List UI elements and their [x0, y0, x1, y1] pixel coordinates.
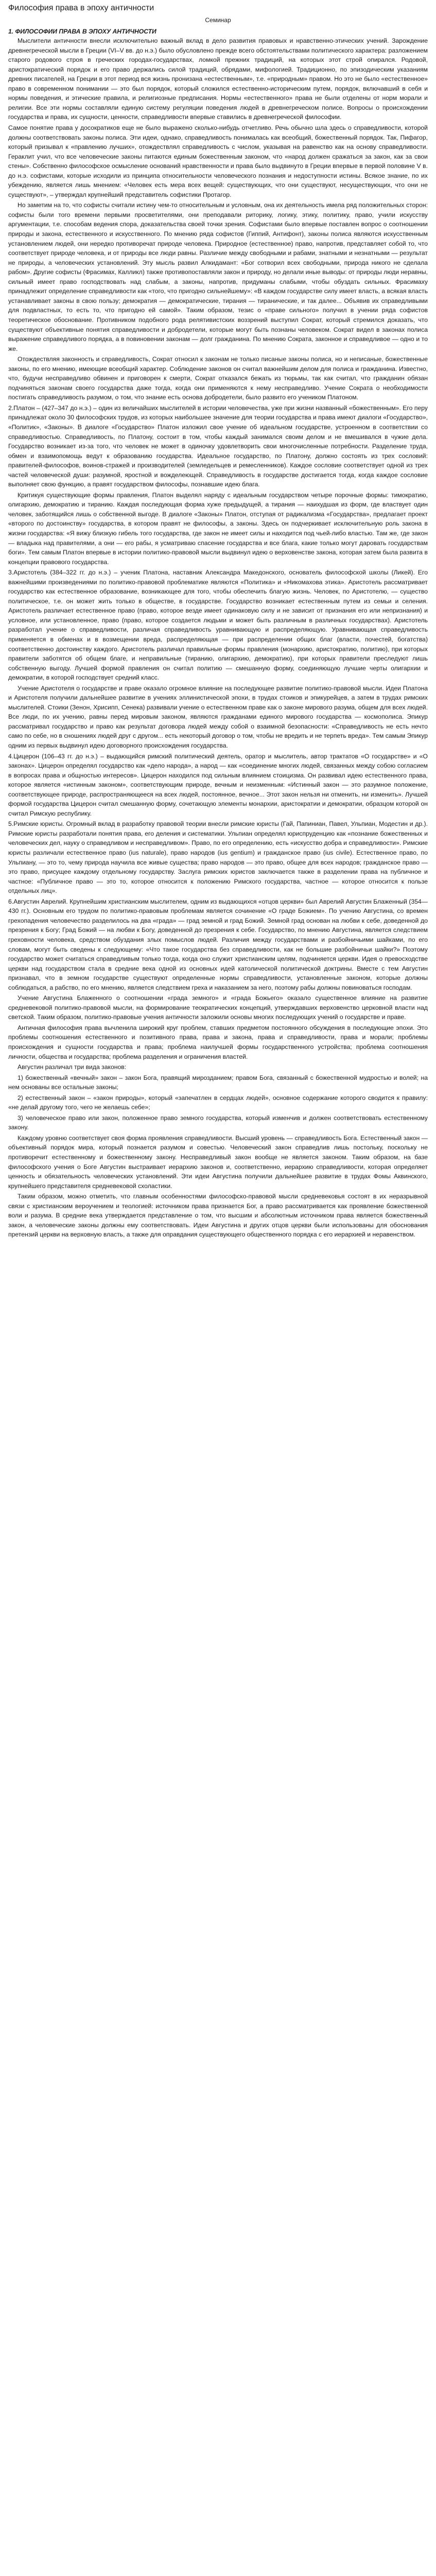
document-title: Философия права в эпоху античности — [8, 4, 154, 12]
paragraph: Каждому уровню соответствует своя форма проявления справедливости. Высший уровень — справедливость Бога. Естественный закон — объективный порядок мира, который познается разумом и совестью. Человеческий закон справедлив лишь постольку, поскольку не противоречит естественному и божественному закону. Несправедливый закон вообще не является законом. Таким образом, на базе философского учения о Боге Августин выстраивает иерархию законов и, соответственно, иерархию справедливости, которая определяет ценность и обязательность человеческих установлений. Эти идеи Августина получили дальнейшее развитие в трудах Фомы Аквинского, крупнейшего представителя средневековой схоластики. — [8, 1134, 428, 1190]
paragraph-platon: 2.Платон – (427–347 до н.э.) – один из величайших мыслителей в истории человечества, уже при жизни названный «божественным». Его перу принадлежат около 30 философских трудов, из которых наибольшее значение для теории государства и права имеют диалоги «Государство», «Политик», «Законы». В диалоге «Государство» Платон изложил свое учение об идеальном государстве, устроенном в соответствии со справедливостью. Справедливость, по Платону, состоит в том, чтобы каждый занимался своим делом и не вмешивался в чужие дела. Государство возникает из-за того, что человек не может в одиночку удовлетворить свои многочисленные потребности. Разделение труда, обмен и взаимопомощь ведут к образованию государства. Идеальное государство, по Платону, должно состоять из трех сословий: правителей-философов, воинов-стражей и производителей (земледельцев и ремесленников). Каждое сословие соответствует одной из трех частей человеческой души: разумной, яростной и вожделеющей. Справедливость в государстве достигается тогда, когда каждое сословие выполняет свою функцию, а правят государством философы, познавшие идею блага. — [8, 404, 428, 488]
paragraph-cicero: 4.Цицерон (106–43 гг. до н.э.) – выдающийся римский политический деятель, оратор и мыслитель, автор трактатов «О государстве» и «О законах». Цицерон определял государство как «дело народа», а народ — как «соединение многих людей, связанных между собою согласием в вопросах права и общностью интересов». Цицерон находился под сильным влиянием стоицизма. Он развивал идею естественного права, которое является «истинным законом», соответствующим природе, вечным и неизменным: «Истинный закон — это разумное положение, соответствующее природе, распространяющееся на всех людей, постоянное, вечное... Этот закон нельзя ни отменить, ни изменить». Лучшей формой государства Цицерон считал смешанную форму, сочетающую элементы монархии, аристократии и демократии, образцом которой он считал Римскую республику. — [8, 752, 428, 817]
paragraph: Античная философия права вычленила широкий круг проблем, ставших предметом постоянного обсуждения в последующие эпохи. Это проблемы соотношения естественного и позитивного права, права и закона, права и справедливости, права и морали; проблемы происхождения и сущности государства и права; проблема наилучшей формы государственного устройства; проблема соотношения личности, общества и государства; проблема разделения и ограничения властей. — [8, 1024, 428, 1060]
list-item: 3) человеческое право или закон, положенное право земного государства, который изменчив и должен соответствовать естественному закону. — [8, 1114, 428, 1131]
paragraph-laws-intro: Августин различал три вида законов: — [18, 1063, 127, 1071]
paragraph: Отождествляя законность и справедливость, Сократ относил к законам не только писаные законы полиса, но и неписаные, божественные законы, по его мнению, имеющие всеобщий характер. Соблюдение законов он считал важнейшим делом для полиса и гражданина. Известно, что, будучи несправедливо обвинен и приговорен к смерти, Сократ отказался бежать из тюрьмы, так как считал, что гражданин обязан подчиняться законам своего государства даже тогда, когда они применяются к нему несправедливо. Учение Сократа о необходимости постигать справедливость разумом, о том, что знание есть основа добродетели, было развито его учеником Платоном. — [8, 355, 428, 401]
list-item: 1) божественный «вечный» закон – закон Бога, правящий мирозданием; правом Бога, связанный с божественной мудростью и волей; на нем основаны все остальные законы; — [8, 1074, 428, 1091]
paragraph: Учение Августина Блаженного о соотношении «града земного» и «града Божьего» оказало существенное влияние на развитие средневековой политико-правовой мысли, на формирование теократических концепций, утверждавших верховенство церковной власти над светской. Таким образом, политико-правовые учения античности заложили основы многих последующих учений о государстве и праве. — [8, 994, 428, 1021]
paragraph: Учение Аристотеля о государстве и праве оказало огромное влияние на последующее развитие политико-правовой мысли. Идеи Платона и Аристотеля получили дальнейшее развитие в учениях эллинистической эпохи, в трудах стоиков и эпикурейцев, а затем в трудах римских мыслителей. Стоики (Зенон, Хрисипп, Сенека) развивали учение о естественном праве как о законе мирового разума, общем для всех людей. Все люди, по их учению, равны перед мировым законом, являются гражданами единого мирового государства — космополиса. Эпикур рассматривал государство и право как результат договора людей между собой о взаимной безопасности: «Справедливость не есть нечто само по себе, но в сношениях людей друг с другом... есть некоторый договор о том, чтобы не вредить и не терпеть вреда». Тем самым Эпикур одним из первых выдвинул идею договорного происхождения государства. — [8, 684, 428, 750]
paragraph: Но заметим на то, что софисты считали истину чем-то относительным и условным, она их деятельность имела ряд положительных сторон: софисты были того времени первыми просветителями, они преподавали риторику, логику, этику, политику, право, учили искусству аргументации, т.е. способам ведения спора, доказательства своей точки зрения. Софистами было впервые поставлен вопрос о соотношении природы и закона, естественного и искусственного. По мнению ряда софистов (Гиппий, Антифонт), законы полиса являются искусственным установлением людей, они нередко противоречат природе человека. Природное (естественное) право, напротив, представляет собой то, что соответствует природе человека, и от природы все люди равны. Различие между свободными и рабами, знатными и незнатными — результат не природы, а человеческих установлений. Эту мысль развил Алкидамант: «Бог сотворил всех свободными, природа никого не сделала рабом». Другие софисты (Фрасимах, Калликл) также противопоставляли закон и природу, но делали иные выводы: от природы люди неравны, сильный имеет право господствовать над слабым, а законы, напротив, придуманы слабыми, чтобы обуздать сильных. Фрасимаху принадлежит определение справедливости как «того, что пригодно сильнейшему»: «В каждом государстве силу имеет власть, а всякая власть устанавливает законы в свою пользу; демократия — демократические, тирания — тиранические, и так далее... Объявив их справедливыми для подвластных, то есть то, что пригодно ей самой». Таким образом, тезис о «праве сильного» получил в учении ряда софистов теоретическое обоснование. Противником подобного рода релятивистских воззрений выступил Сократ, который стремился доказать, что существуют объективные понятия справедливости и добродетели, которые могут быть познаны человеком. Сократ видел в законах полиса выражение справедливого порядка, а в повиновении законам — долг гражданина. По мнению Сократа, законное и справедливое — одно и то же. — [8, 201, 428, 352]
paragraph-augustine: 6.Августин Аврелий. Крупнейшим христианским мыслителем, одним из выдающихся «отцов церкви» был Аврелий Августин Блаженный (354—430 гг.). Основным его трудом по политико-правовым проблемам является сочинение «О граде Божием». По учению Августина, со времен грехопадения человечество разделилось на два «града» — град земной и град Божий. Земной град основан на любви к себе, доведенной до презрения к Богу; Град Божий — на любви к Богу, доведенной до презрения к себе. Государство, по мнению Августина, является следствием греховности человека, средством обуздания злых помыслов людей. Различия между государствами и разбойничьими шайками, по его словам, могут быть сведены к следующему: «Что такое государства без справедливости, как не большие разбойничьи шайки?» Поэтому государство может считаться справедливым только тогда, когда оно служит христианским целям, подчиняется церкви. Идея о превосходстве церкви над государством стала в средние века одной из основных идей католической политической доктрины. Вместе с тем Августин признавал, что в земном государстве существуют определенные нормы справедливости, установленные законом, которые должны соблюдаться, а рабство, по его мнению, является следствием греха и наказанием за него, поэтому рабы должны повиноваться господам. — [8, 897, 428, 991]
paragraph: Мыслители античности внесли исключительно важный вклад в дело развития правовых и нравственно-этических учений. Зарождение древнегреческой мысли в Греции (VI–V вв. до н.э.) было обусловлено прежде всего обстоятельствами политического характера: разложением старого родового строя в греческих городах-государствах, ломкой прежних традиций, на которых этот строй опирался. Родовой, аристократический порядок и его право держались силой традиций, обрядами, мифологией. Традиционно, по эпизодическим указаниям древних писателей, на Греции в этот период вся жизнь пронизана «естественным», т.е. «природным» правом. Но это не было «естественное» право в современном понимании — это был порядок, который сложился естественно-историческим путем, порядок, включавший в себя и нормы поведения, и этические правила, и религиозные предписания. Нормы «естественного» права не были отделены от норм морали и религии. Все эти нормы составляли единую систему регуляции поведения людей в древнегреческом полисе. Вопросы о происхождении государства и права, их сущности, ценности, справедливости впервые ставились в древнегреческой философии. — [8, 37, 428, 121]
paragraph-aristotle: 3.Аристотель (384–322 гг. до н.э.) – ученик Платона, наставник Александра Македонского, основатель философской школы (Ликей). Его важнейшими произведениями по политико-правовой проблематике являются «Политика» и «Никомахова этика». Аристотель рассматривает государство как естественное образование, возникающее для того, чтобы обеспечить благую жизнь. Человек, по Аристотелю, — существо политическое, т.е. он может жить только в обществе, в государстве. Государство возникает естественным путем из семьи и селения. Аристотель различает естественное право (право, которое везде имеет одинаковую силу и не зависит от признания его или непризнания) и условное, или установленное, право (право, которое создается людьми и может быть различным в различных государствах). Аристотель разработал учение о справедливости, различая справедливость уравнивающую и распределяющую. Уравнивающая справедливость применяется в обменах и в возмещении вреда, распределяющая — при распределении общих благ (власти, почестей, богатства) соответственно достоинству каждого. Аристотель различал правильные формы правления (монархию, аристократию, политию), при которых правители заботятся об общем благе, и неправильные (тиранию, олигархию, демократию), при которых правители преследуют лишь собственную выгоду. Лучшей формой правления он считал политию — смешанную форму, соединяющую лучшие черты олигархии и демократии, в которой господствует средний класс. — [8, 569, 428, 682]
document-subtitle: Семинар — [205, 16, 231, 24]
paragraph: Критикуя существующие формы правления, Платон выделял наряду с идеальным государством четыре порочные формы: тимократию, олигархию, демократию и тиранию. Каждая последующая форма хуже предыдущей, а тирания — наихудшая из форм, где властвует один человек, заботящийся лишь о собственной выгоде. В диалоге «Законы» Платон, отступая от радикализма «Государства», предлагает проект «второго по достоинству» государства, в котором правят не философы, а законы. Здесь он подчеркивает исключительную роль закона в жизни государства: «Я вижу близкую гибель того государства, где закон не имеет силы и находится под чьей-либо властью. Там же, где закон — владыка над правителями, а они — его рабы, я усматриваю спасение государства и все блага, какие только могут даровать государствам боги». Тем самым Платон впервые в истории политико-правовой мысли выдвинул идею о верховенстве закона, которая затем была развита в концепции правового государства. — [8, 491, 428, 566]
paragraph: Таким образом, можно отметить, что главным особенностями философско-правовой мысли средневековья состоят в их неразрывной связи с христианским вероучением и теологией: источником права признается Бог, а право рассматривается как проявление божественной воли и разума. В средние века утверждается представление о том, что высшим и абсолютным источником права является божественный закон, а человеческие законы должны ему соответствовать. Идеи Августина и других отцов церкви были использованы для обоснования претензий церкви на верховную власть, а также для оправдания существующего общественного порядка с его иерархией и неравенством. — [8, 1193, 428, 1239]
list-item: 2) естественный закон – «закон природы», который «запечатлен в сердцах людей», основное содержание которого сводится к правилу: «не делай другому того, чего не желаешь себе»; — [8, 1094, 428, 1111]
section-heading: 1. ФИЛОСОФИИ ПРАВА В ЭПОХУ АНТИЧНОСТИ — [8, 27, 156, 35]
paragraph: Самое понятие права у досократиков еще не было выражено сколько-нибудь отчетливо. Речь обычно шла здесь о справедливости, которой должны соответствовать законы полиса. Эти идеи, однако, справедливость понималась как всеобщий, божественный порядок. Так, Пифагор, который призывал к «правлению лучших», отождествлял справедливость с числом, указывая на равенство как на основу справедливости. Гераклит учил, что все человеческие законы питаются единым божественным законом, что «народ должен сражаться за закон, как за свои стены». Собственно философское осмысление оснований нравственности и права было выдвинуто в Греции впервые в первой половине V в. до н.э. софистами, которые исходили из принципа относительности человеческого познания и недоступности истины. Всякое знание, по их убеждению, является лишь мнением: «Человек есть мера всех вещей: существующих, что они существуют, несуществующих, что они не существуют», – утверждал крупнейший представитель софистики Протагор. — [8, 124, 428, 198]
document-body — [8, 36, 428, 1240]
paragraph-roman-jurists: 5.Римские юристы. Огромный вклад в разработку правовой теории внесли римские юристы (Гай, Папиниан, Павел, Ульпиан, Модестин и др.). Римские юристы разработали понятия права, его деления и систематики. Ульпиан определял юриспруденцию как «познание божественных и человеческих дел, науку о справедливом и несправедливом». Право, по его определению, есть «искусство добра и справедливости». Римские юристы различали естественное право (ius naturale), право народов (ius gentium) и гражданское право (ius civile). Естественное право, по Ульпиану, — это то, чему природа научила все живые существа; право народов — это право, общее для всех народов; гражданское право — это право, присущее каждому отдельному государству. Заслуга римских юристов заключается также в разделении права на публичное и частное: «Публичное право — это то, которое относится к положению Римского государства, частное — которое относится к пользе отдельных лиц». — [8, 820, 428, 895]
document-page — [4, 0, 432, 1246]
